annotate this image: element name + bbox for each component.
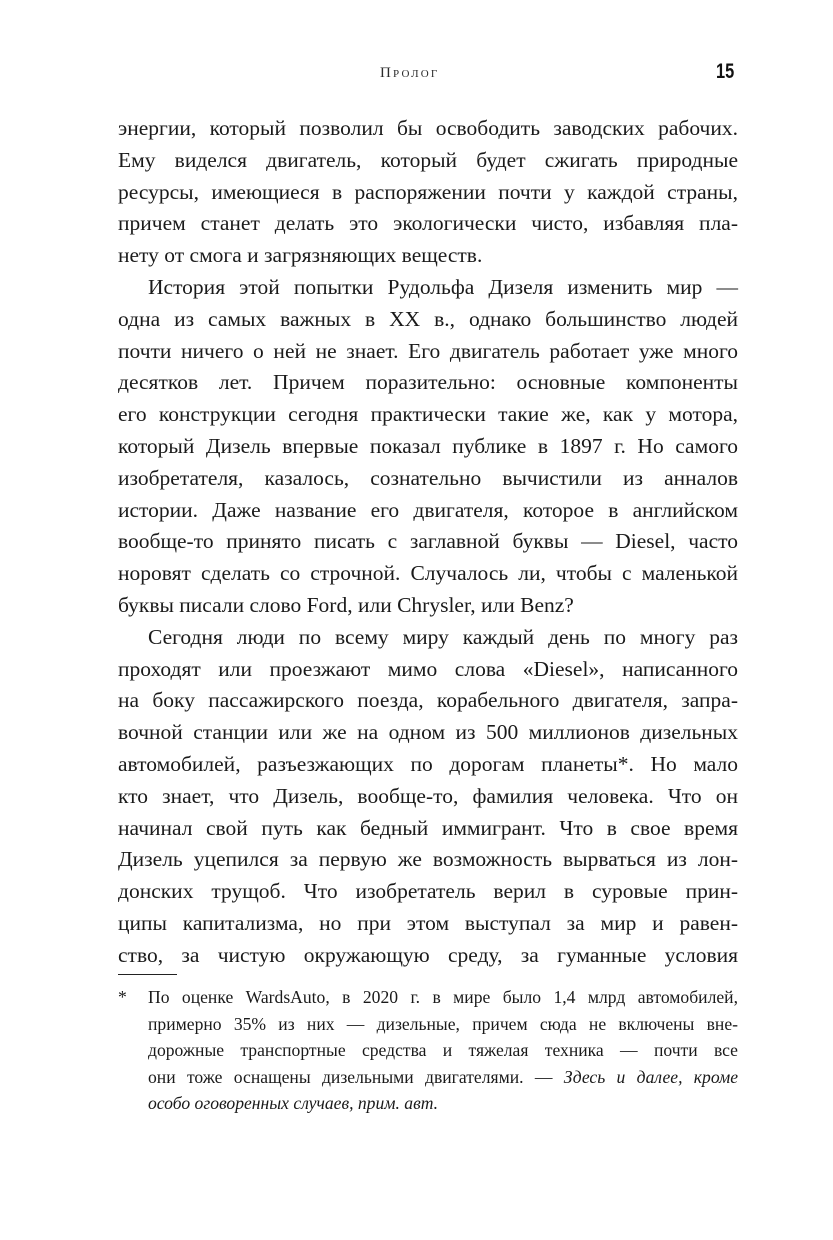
text-line: донских трущоб. Что изобретатель верил в суровые прин- bbox=[118, 879, 738, 904]
page-number: 15 bbox=[716, 60, 735, 83]
text-line: История этой попытки Рудольфа Дизеля изменить мир — bbox=[148, 274, 738, 299]
text-line: ципы капитализма, но при этом выступал за мир и равен- bbox=[118, 910, 738, 935]
text-line: энергии, который позволил бы освободить заводских рабочих. bbox=[118, 116, 738, 140]
footnote-marker: * bbox=[118, 987, 127, 1007]
text-line: буквы писали слово Ford, или Chrysler, или Benz? bbox=[118, 592, 574, 617]
text-line: начинал свой путь как бедный иммигрант. Что в свое время bbox=[118, 815, 738, 840]
text-line: почти ничего о ней не знает. Его двигатель работает уже много bbox=[118, 338, 738, 363]
text-line: ресурсы, имеющиеся в распоряжении почти у каждой страны, bbox=[118, 179, 738, 204]
footnote-line: дорожные транспортные средства и тяжелая техника — почти все bbox=[148, 1040, 738, 1060]
text-line: Дизель уцепился за первую же возможность вырваться из лон- bbox=[118, 847, 738, 872]
text-line: одна из самых важных в XX в., однако большинство людей bbox=[118, 306, 738, 331]
text-line: автомобилей, разъезжающих по дорогам планеты*. Но мало bbox=[118, 751, 738, 776]
text-line: истории. Даже название его двигателя, которое в английском bbox=[118, 497, 738, 522]
footnote-divider bbox=[118, 974, 177, 975]
text-line: Сегодня люди по всему миру каждый день по многу раз bbox=[148, 624, 738, 649]
footnote-line-italic: Здесь и далее, кроме bbox=[563, 1066, 738, 1087]
text-line: десятков лет. Причем поразительно: основные компоненты bbox=[118, 370, 738, 395]
footnote-line: особо оговоренных случаев, прим. авт. bbox=[148, 1093, 439, 1113]
running-header bbox=[0, 62, 833, 86]
footnote-line-regular: они тоже оснащены дизельными двигателями. — bbox=[148, 1066, 564, 1087]
text-line: вообще-то принято писать с заглавной буквы — Diesel, часто bbox=[118, 529, 738, 554]
text-line: вочной станции или же на одном из 500 миллионов дизельных bbox=[118, 720, 738, 745]
text-line: ство, за чистую окружающую среду, за гуманные условия bbox=[118, 942, 738, 967]
body-text bbox=[118, 113, 738, 972]
text-line: его конструкции сегодня практически такие же, как у мотора, bbox=[118, 402, 738, 427]
text-line: нету от смога и загрязняющих веществ. bbox=[118, 243, 483, 268]
footnote-line: примерно 35% из них — дизельные, причем сюда не включены вне- bbox=[148, 1013, 738, 1034]
footnote-line: По оценке WardsAuto, в 2020 г. в мире было 1,4 млрд автомобилей, bbox=[148, 987, 738, 1007]
text-line: причем станет делать это экологически чисто, избавляя пла- bbox=[118, 211, 738, 236]
text-line: который Дизель впервые показал публике в 1897 г. Но самого bbox=[118, 433, 738, 458]
text-line: на боку пассажирского поезда, корабельного двигателя, запра- bbox=[118, 688, 738, 713]
footnote-text bbox=[148, 984, 738, 1117]
running-title: Пролог bbox=[380, 65, 440, 81]
text-line: Ему виделся двигатель, который будет сжигать природные bbox=[118, 147, 738, 172]
text-line: кто знает, что Дизель, вообще-то, фамилия человека. Что он bbox=[118, 783, 738, 808]
text-line: изобретателя, казалось, сознательно вычистили из анналов bbox=[118, 465, 738, 490]
text-line: проходят или проезжают мимо слова «Diesel», написанного bbox=[118, 656, 738, 681]
text-line: норовят сделать со строчной. Случалось ли, чтобы с маленькой bbox=[118, 561, 738, 586]
footnote-line bbox=[148, 1064, 738, 1091]
